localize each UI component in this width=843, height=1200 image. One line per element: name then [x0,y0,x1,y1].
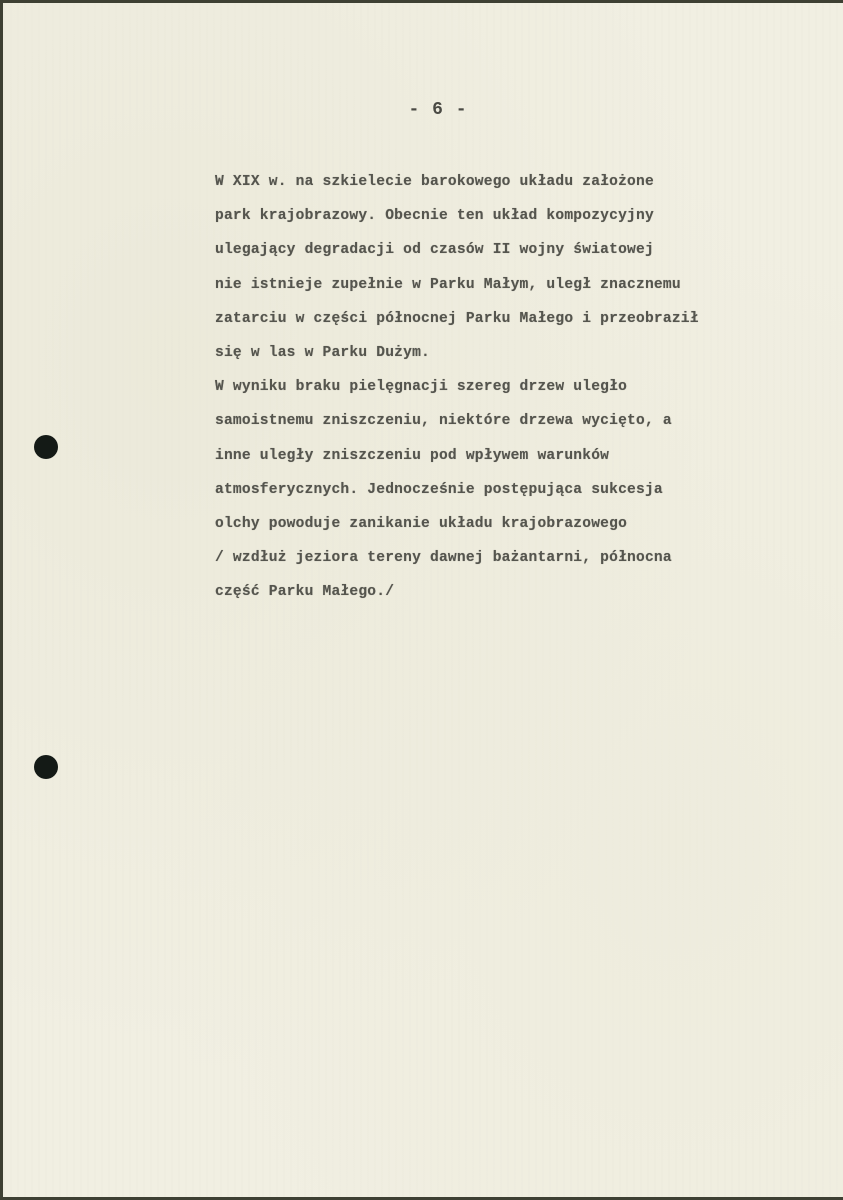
text-line: olchy powoduje zanikanie układu krajobrazowego [215,515,628,532]
text-line: się w las w Parku Dużym. [215,344,430,361]
punch-hole-icon [34,755,58,779]
text-line: inne uległy zniszczeniu pod wpływem warunków [215,447,610,464]
text-line: ulegający degradacji od czasów II wojny światowej [215,242,654,259]
text-line: park krajobrazowy. Obecnie ten układ kompozycyjny [215,208,654,225]
document-page [3,3,843,1197]
text-line: zatarciu w części północnej Parku Małego i przeobraził [215,310,699,327]
body-text [215,165,815,609]
page-number: - 6 - [408,100,468,120]
text-line: część Parku Małego./ [215,584,395,601]
text-line: W XIX w. na szkielecie barokowego układu założone [215,174,654,190]
text-line: W wyniku braku pielęgnacji szereg drzew uległo [215,379,628,396]
text-line: atmosferycznych. Jednocześnie postępująca sukcesja [215,481,663,498]
text-line: nie istnieje zupełnie w Parku Małym, uległ znacznemu [215,276,681,293]
text-line: / wzdłuż jeziora tereny dawnej bażantarni, północna [215,550,672,567]
punch-hole-icon [34,435,58,459]
text-line: samoistnemu zniszczeniu, niektóre drzewa wycięto, a [215,413,672,430]
